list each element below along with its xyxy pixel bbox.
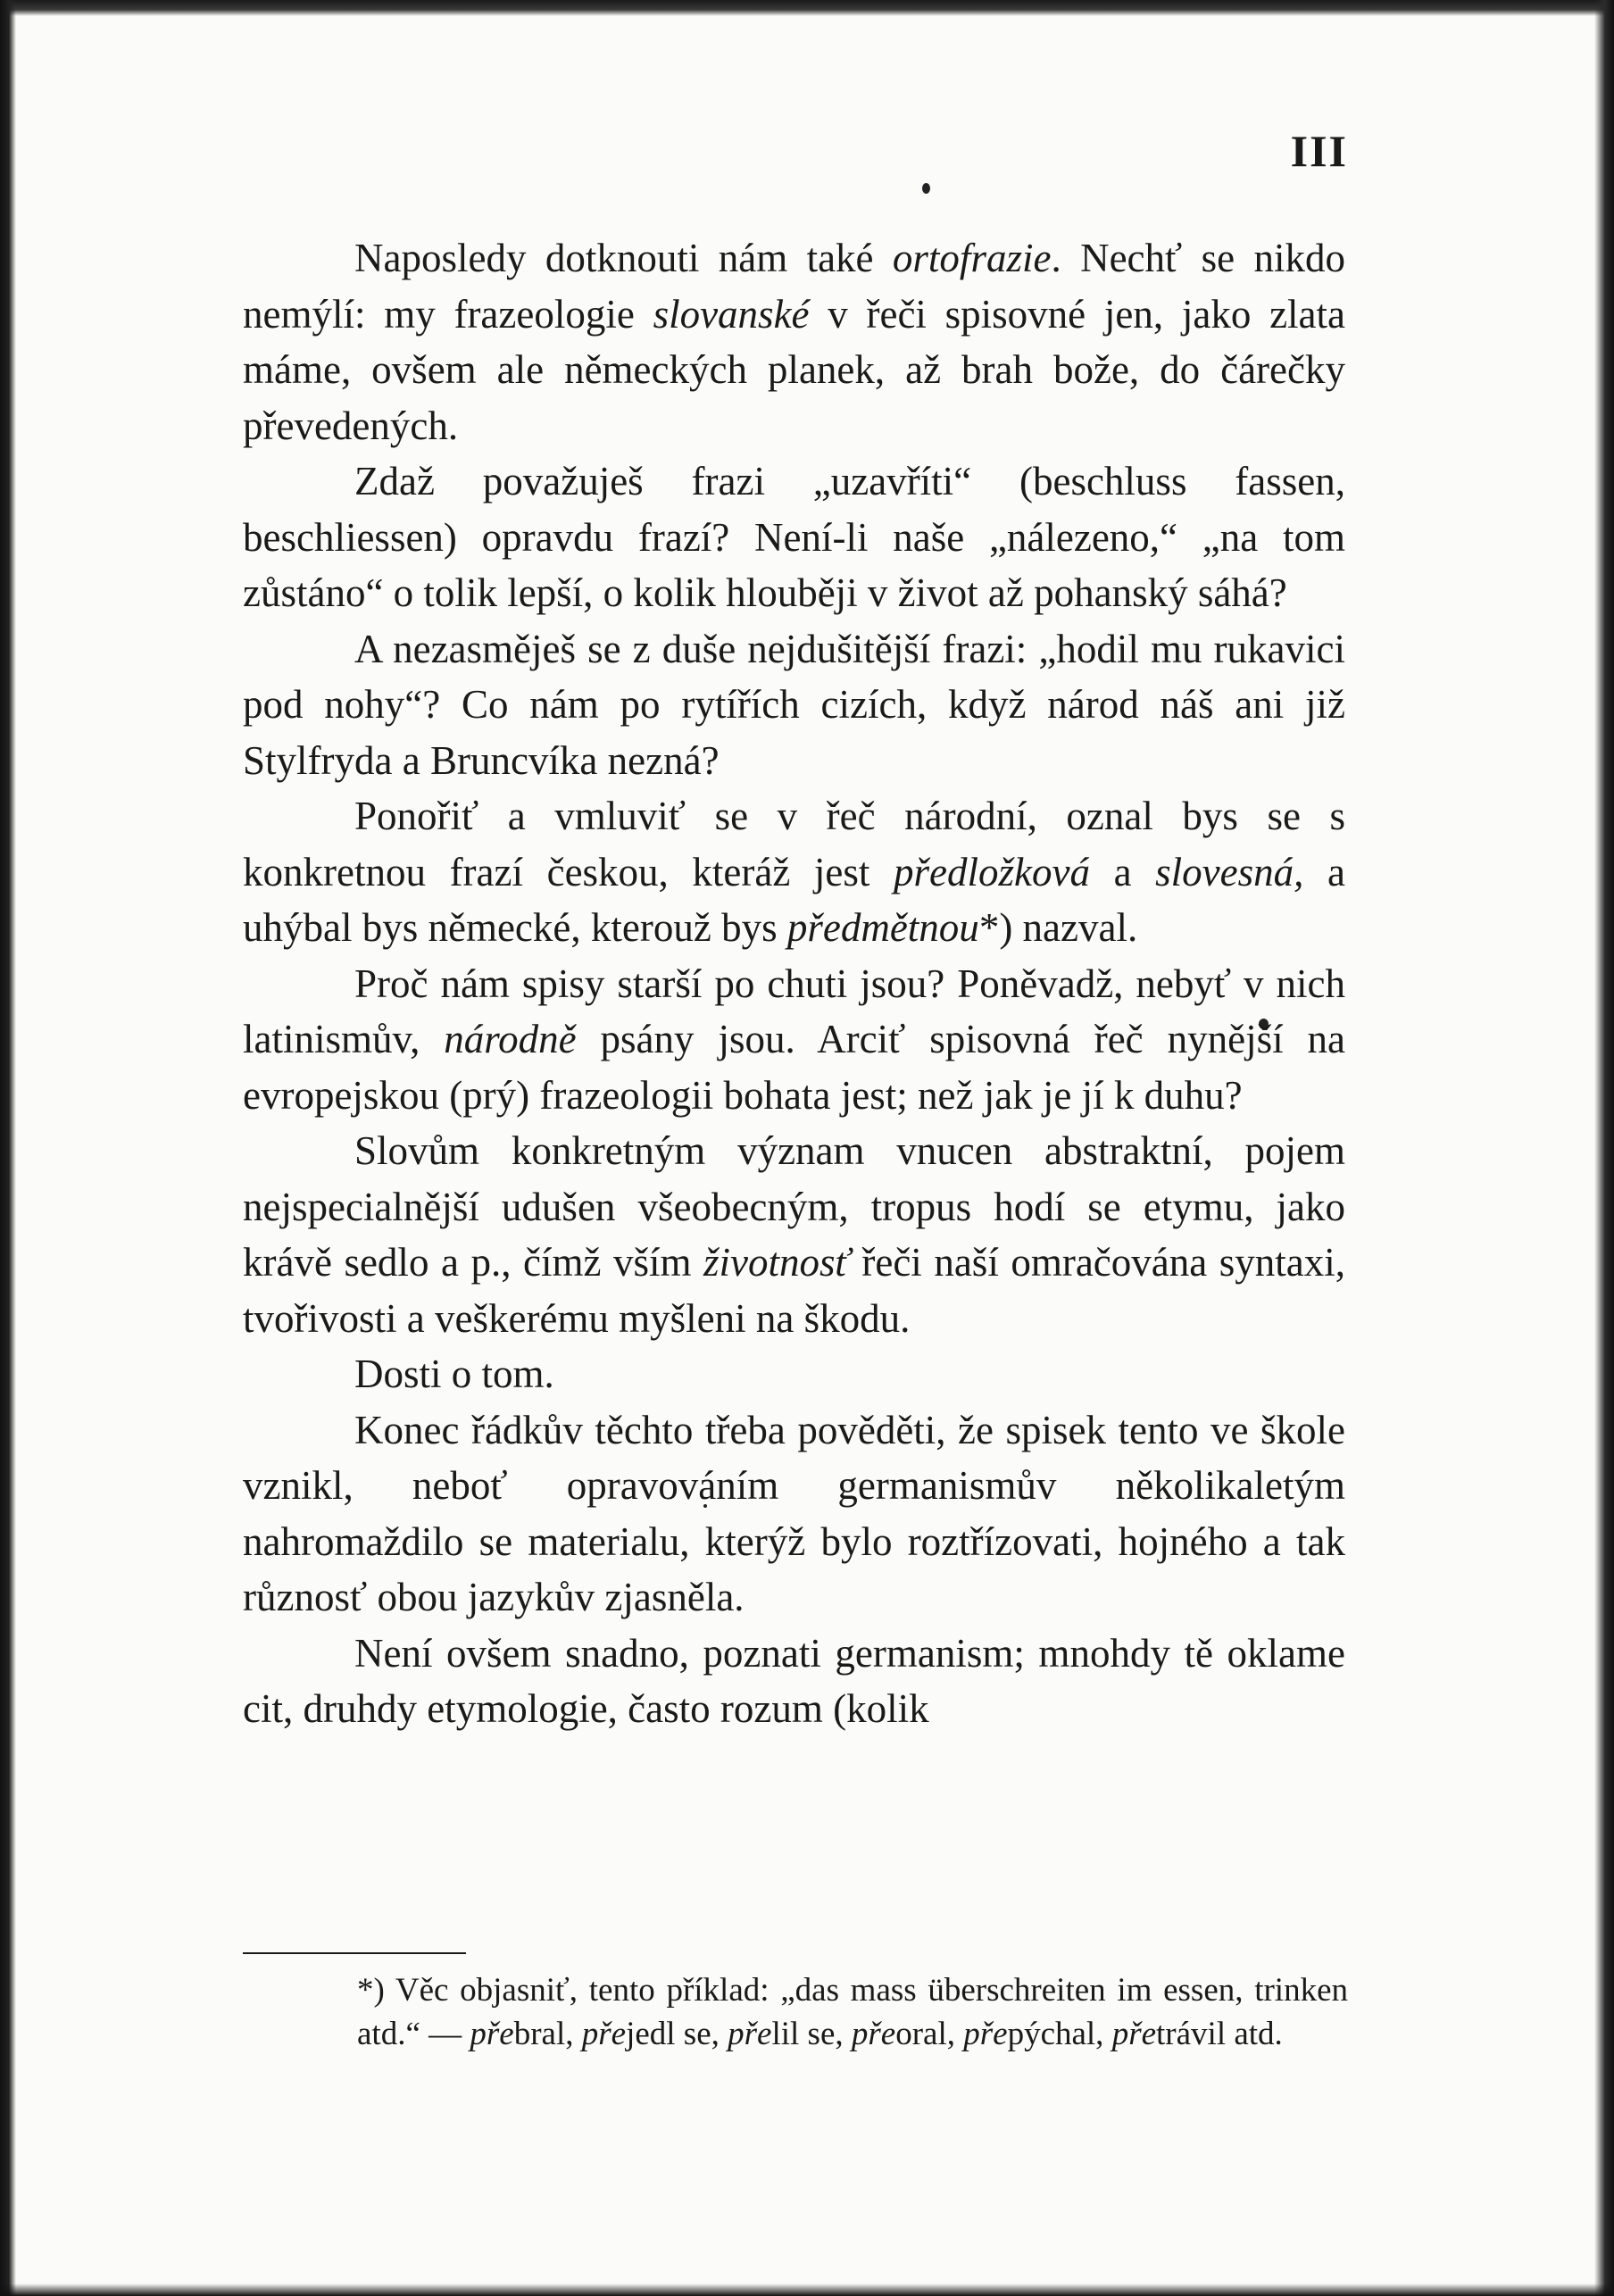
italic-text: národně	[444, 1017, 577, 1061]
italic-text: pře	[728, 2016, 772, 2052]
paragraph	[243, 230, 1345, 453]
page-edge-right	[1594, 0, 1614, 2296]
italic-text: předložková	[894, 849, 1090, 894]
text-run: Konec řádkův těchto třeba pověděti, že spisek tento ve škole vznikl, neboť opravováním germanismův několikaletým nahromaždilo se materialu, kterýž bylo roztřízovati, hojného a tak různosť obou jazykův zjasněla.	[243, 1407, 1345, 1619]
italic-text: pře	[1111, 2016, 1157, 2052]
text-run: Proč nám spisy starší po chuti jsou? Poněvadž, nebyť v nich latinismův,	[243, 961, 1345, 1061]
text-run: Dosti o tom.	[354, 1352, 554, 1396]
text-run: v řeči spisovné jen, jako zlata máme, ovšem ale německých planek, až brah bože, do čárečky převedených.	[243, 291, 1345, 448]
text-run: Ponořiť a vmluviť se v řeč národní, oznal bys se s konkretnou frazí českou, kteráž jest	[243, 794, 1345, 894]
text-run: psány jsou. Arciť spisovná řeč nynější na evropejskou (prý) frazeologii bohata jest; než jak je jí k duhu?	[243, 1017, 1345, 1118]
text-run: Není ovšem snadno, poznati germanism; mnohdy tě oklame cit, druhdy etymologie, často rozum (kolik	[243, 1630, 1345, 1731]
italic-text: předmětnou	[786, 905, 979, 950]
text-run: pýchal,	[1007, 2016, 1112, 2052]
italic-text: slovesná,	[1155, 849, 1304, 894]
paragraph	[243, 1402, 1345, 1626]
page-edge-bottom	[0, 2284, 1614, 2296]
italic-text: ortofrazie	[892, 236, 1052, 280]
footnote-text	[304, 1968, 1348, 2056]
paragraph	[243, 1123, 1345, 1346]
paragraph	[243, 621, 1345, 789]
italic-text: pře	[963, 2016, 1008, 2052]
text-run: řeči naší omračována syntaxi, tvořivosti a veškerému myšleni na škodu.	[243, 1240, 1345, 1341]
text-run: Naposledy dotknouti nám také	[354, 236, 893, 280]
text-run: a	[1089, 849, 1156, 894]
text-run: *) nazval.	[978, 905, 1138, 950]
text-run: lil se,	[771, 2016, 852, 2052]
paragraph	[243, 1626, 1345, 1737]
text-run: Slovům konkretným význam vnucen abstraktní, pojem nejspecialnější udušen všeobecným, tropus hodí se etymu, jako krávě sedlo a p., čímž vším	[243, 1128, 1345, 1285]
text-run: jedl se,	[626, 2016, 728, 2052]
italic-text: pře	[851, 2016, 896, 2052]
text-run: oral,	[895, 2016, 964, 2052]
footnote-separator	[243, 1952, 466, 1954]
text-run: trávil atd.	[1156, 2016, 1283, 2052]
italic-text: pře	[470, 2016, 514, 2052]
paragraph	[243, 788, 1345, 956]
italic-text: slovanské	[653, 291, 810, 337]
text-run: A nezasměješ se z duše nejdušitější frazi: „hodil mu rukavici pod nohy“? Co nám po rytířích cizích, když národ náš ani již Stylfryda a Bruncvíka nezná?	[243, 626, 1345, 783]
text-run: Věc objasniť, tento příklad: „das mass überschreiten im essen, trinken atd.“ —	[357, 1972, 1349, 2052]
page-number: III	[1290, 126, 1348, 176]
italic-text: pře	[581, 2016, 627, 2052]
text-run: bral,	[513, 2016, 582, 2052]
ink-speck	[922, 183, 930, 194]
footnote-marker: *)	[357, 1972, 395, 2009]
italic-text: životnosť	[703, 1240, 850, 1285]
page-edge-left	[0, 0, 16, 2296]
paragraph	[243, 1346, 1345, 1402]
paragraph	[243, 453, 1345, 621]
text-run: a uhýbal bys německé, kterouž bys	[243, 849, 1345, 950]
footnote	[304, 1968, 1348, 2056]
text-run: Zdaž považuješ frazi „uzavříti“ (beschluss fassen, beschliessen) opravdu frazí? Není-li naše „nálezeno,“ „na tom zůstáno“ o tolik lepší, o kolik hlouběji v život až pohanský sáhá?	[243, 459, 1345, 615]
paragraph	[243, 956, 1345, 1124]
text-run: . Nechť se nikdo nemýlí: my frazeologie	[243, 236, 1345, 337]
page-edge-top	[0, 0, 1614, 16]
body-text	[243, 230, 1345, 1737]
